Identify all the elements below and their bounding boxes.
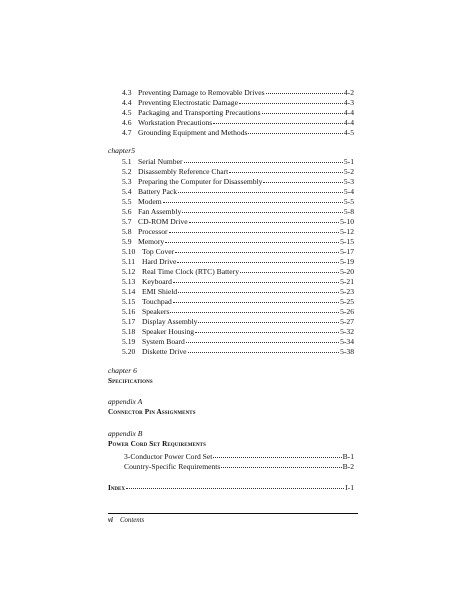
entry-title: Battery Pack — [138, 187, 178, 196]
entry-number: 5.7 — [122, 217, 132, 226]
footer-title: Contents — [120, 517, 145, 524]
entry-page: 5-4 — [343, 187, 354, 196]
entry-title: Grounding Equipment and Methods — [138, 128, 248, 137]
entry-title: Fan Assembly — [138, 207, 182, 216]
entry-number: 5.17 — [122, 317, 136, 326]
footer-rule — [108, 513, 358, 514]
entry-title: Memory — [138, 237, 165, 246]
entry-number: 5.15 — [122, 297, 136, 306]
toc-entry — [122, 128, 354, 138]
dot-leader — [186, 336, 339, 343]
dot-leader — [177, 256, 339, 263]
entry-title: Speaker Housing — [142, 327, 195, 336]
entry-page: 5-21 — [340, 277, 354, 286]
entry-page: 5-38 — [340, 347, 354, 356]
entry-number: 5.5 — [122, 197, 132, 206]
entry-page: 5-15 — [340, 237, 354, 246]
entry-number: 5.1 — [122, 157, 132, 166]
dot-leader — [229, 166, 343, 173]
dot-leader — [173, 276, 339, 283]
entry-number: 4.3 — [122, 88, 132, 97]
entry-title: Preventing Damage to Removable Drives — [138, 88, 265, 97]
entry-number: 4.4 — [122, 98, 132, 107]
dot-leader — [263, 176, 342, 183]
appendix-label: appendix A — [108, 397, 143, 406]
entry-page: B-1 — [342, 452, 354, 461]
entry-page: 4-3 — [343, 98, 354, 107]
entry-number: 5.20 — [122, 347, 136, 356]
entry-number: 5.11 — [122, 257, 136, 266]
entry-title: Preventing Electrostatic Damage — [138, 98, 238, 107]
dot-leader — [182, 206, 343, 213]
entry-title: Keyboard — [142, 277, 172, 286]
dot-leader — [178, 286, 339, 293]
entry-title: System Board — [142, 337, 185, 346]
dot-leader — [262, 107, 343, 114]
dot-leader — [221, 461, 341, 468]
entry-title: Speakers — [142, 307, 170, 316]
entry-title: Touchpad — [142, 297, 172, 306]
dot-leader — [189, 216, 340, 223]
entry-page: 5-3 — [343, 177, 354, 186]
entry-number: 5.16 — [122, 307, 136, 316]
toc-entry — [122, 347, 354, 357]
entry-number: 5.2 — [122, 167, 132, 176]
entry-page: 4-5 — [343, 128, 354, 137]
dot-leader — [195, 326, 339, 333]
chapter-label: chapter 6 — [108, 366, 137, 375]
entry-number: 5.8 — [122, 227, 132, 236]
entry-number: 5.13 — [122, 277, 136, 286]
entry-number: 5.3 — [122, 177, 132, 186]
entry-number: 4.5 — [122, 108, 132, 117]
footer-page-number: vi — [108, 517, 113, 524]
entry-page: 5-25 — [340, 297, 354, 306]
dot-leader — [165, 236, 339, 243]
dot-leader — [173, 296, 339, 303]
entry-number: 5.14 — [122, 287, 136, 296]
entry-page: 5-32 — [340, 327, 354, 336]
entry-page: B-2 — [342, 462, 354, 471]
entry-title: Packaging and Transporting Precautions — [138, 108, 261, 117]
entry-page: 5-19 — [340, 257, 354, 266]
entry-page: 5-34 — [340, 337, 354, 346]
entry-title: Serial Number — [138, 157, 183, 166]
dot-leader — [213, 117, 343, 124]
dot-leader — [239, 97, 343, 104]
entry-title: Diskette Drive — [142, 347, 187, 356]
dot-leader — [188, 346, 340, 353]
entry-page: 5-20 — [340, 267, 354, 276]
dot-leader — [126, 482, 344, 489]
dot-leader — [178, 186, 343, 193]
entry-title: Workstation Precautions — [138, 118, 213, 127]
entry-page: 5-17 — [340, 247, 354, 256]
entry-title: Display Assembly — [142, 317, 198, 326]
entry-number: 4.6 — [122, 118, 132, 127]
dot-leader — [169, 226, 340, 233]
entry-page: 5-8 — [343, 207, 354, 216]
dot-leader — [213, 451, 341, 458]
entry-page: 5-1 — [343, 157, 354, 166]
entry-title: Modem — [138, 197, 162, 206]
entry-title: Preparing the Computer for Disassembly — [138, 177, 263, 186]
entry-title: Disassembly Reference Chart — [138, 167, 229, 176]
entry-page: I-1 — [345, 483, 354, 492]
entry-title: CD-ROM Drive — [138, 217, 188, 226]
chapter-heading: Specifications — [108, 377, 153, 385]
entry-number: 5.9 — [122, 237, 132, 246]
entry-number: 5.12 — [122, 267, 136, 276]
entry-page: 5-27 — [340, 317, 354, 326]
entry-page: 5-2 — [343, 167, 354, 176]
entry-page: 4-2 — [343, 88, 354, 97]
entry-number: 5.19 — [122, 337, 136, 346]
entry-page: 4-4 — [343, 108, 354, 117]
entry-number: 5.6 — [122, 207, 132, 216]
entry-number: 5.18 — [122, 327, 136, 336]
dot-leader — [240, 266, 339, 273]
entry-title: Real Time Clock (RTC) Battery — [142, 267, 239, 276]
dot-leader — [170, 306, 339, 313]
entry-title: Top Cover — [142, 247, 175, 256]
entry-title: Processor — [138, 227, 168, 236]
appendix-heading: Power Cord Set Requirements — [108, 440, 206, 448]
entry-title: 3-Conductor Power Cord Set — [124, 452, 213, 461]
entry-title: Hard Drive — [142, 257, 177, 266]
dot-leader — [198, 316, 339, 323]
index-heading: Index — [108, 484, 125, 492]
chapter-label: chapter5 — [108, 146, 135, 155]
toc-entry-index — [108, 483, 354, 493]
dot-leader — [163, 196, 343, 203]
entry-title: Country-Specific Requirements — [124, 462, 221, 471]
entry-page: 5-12 — [340, 227, 354, 236]
dot-leader — [175, 246, 339, 253]
dot-leader — [248, 127, 342, 134]
dot-leader — [266, 87, 343, 94]
entry-title: EMI Shield — [142, 287, 178, 296]
appendix-label: appendix B — [108, 429, 143, 438]
entry-page: 5-10 — [340, 217, 354, 226]
entry-page: 4-4 — [343, 118, 354, 127]
toc-entry — [124, 462, 354, 472]
entry-page: 5-26 — [340, 307, 354, 316]
entry-page: 5-5 — [343, 197, 354, 206]
dot-leader — [184, 156, 343, 163]
entry-page: 5-23 — [340, 287, 354, 296]
entry-number: 5.4 — [122, 187, 132, 196]
appendix-heading: Connector Pin Assignments — [108, 408, 196, 416]
entry-number: 5.10 — [122, 247, 136, 256]
entry-number: 4.7 — [122, 128, 132, 137]
